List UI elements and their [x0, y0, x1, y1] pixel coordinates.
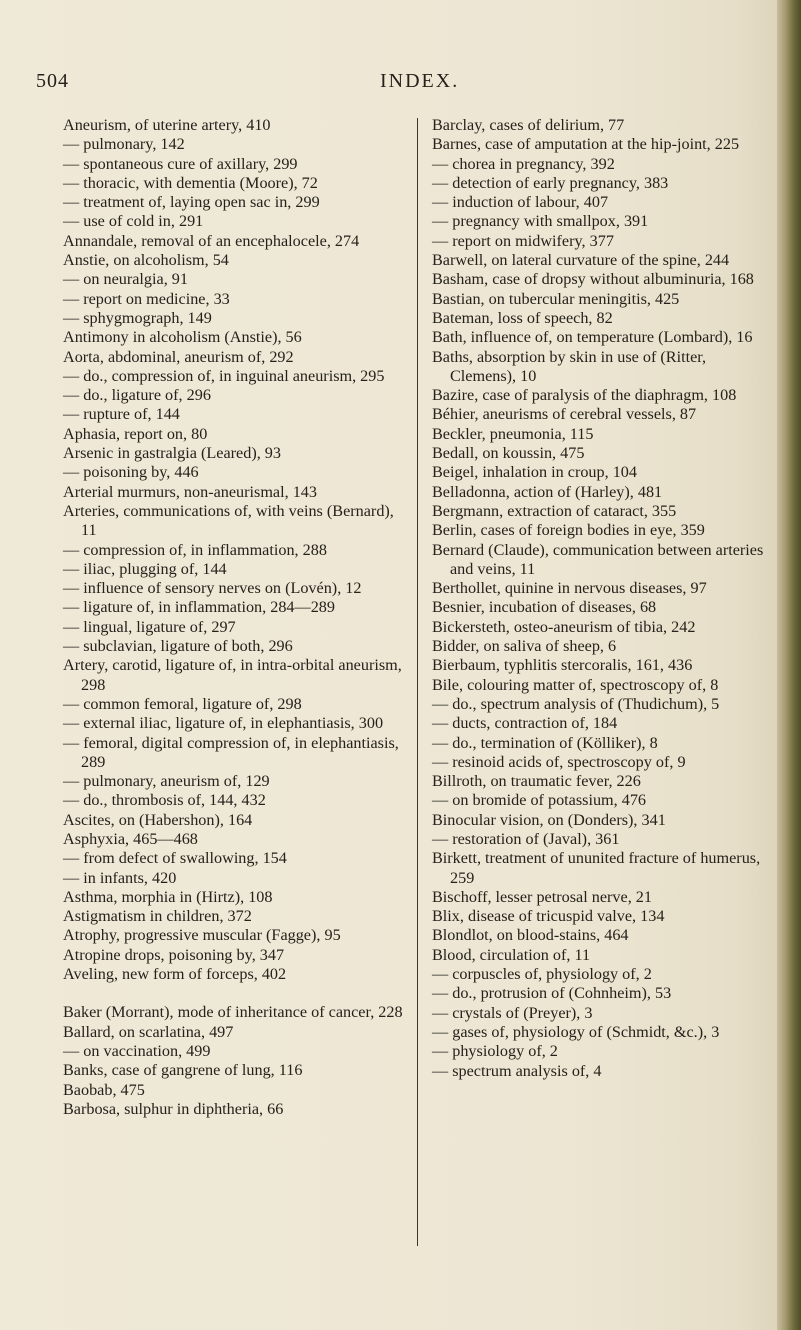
index-entry: — do., compression of, in inguinal aneurism, 295	[63, 366, 385, 385]
index-entry: — treatment of, laying open sac in, 299	[63, 193, 320, 212]
index-entry: Bazire, case of paralysis of the diaphragm, 108	[432, 386, 737, 405]
index-entry: — spontaneous cure of axillary, 299	[63, 154, 298, 173]
index-entry: — ducts, contraction of, 184	[432, 714, 618, 733]
index-entry: Ascites, on (Habershon), 164	[63, 810, 253, 829]
index-entry: — induction of labour, 407	[432, 193, 609, 212]
page-number: 504	[36, 70, 69, 92]
page-edge-binding	[777, 0, 801, 1330]
index-entry: Barbosa, sulphur in diphtheria, 66	[63, 1099, 284, 1118]
index-entry: Baker (Morrant), mode of inheritance of cancer, 228	[63, 1003, 403, 1022]
index-entry: — rupture of, 144	[63, 405, 180, 424]
index-entry: Atropine drops, poisoning by, 347	[63, 945, 285, 964]
index-entry: Billroth, on traumatic fever, 226	[432, 772, 641, 791]
index-entry: Berthollet, quinine in nervous diseases, 97	[432, 579, 707, 598]
index-entry: — use of cold in, 291	[63, 212, 204, 231]
index-entry: Bateman, loss of speech, 82	[432, 308, 613, 327]
index-entry: — do., termination of (Kölliker), 8	[432, 733, 658, 752]
index-entry: — pulmonary, 142	[63, 135, 185, 154]
index-entry: Bischoff, lesser petrosal nerve, 21	[432, 887, 652, 906]
index-entry: — physiology of, 2	[432, 1042, 558, 1061]
index-entry: — crystals of (Preyer), 3	[432, 1003, 593, 1022]
index-entry: — sphygmograph, 149	[63, 308, 212, 327]
section-gap	[63, 984, 407, 1003]
index-entry: — do., protrusion of (Cohnheim), 53	[432, 984, 672, 1003]
index-entry: Binocular vision, on (Donders), 341	[432, 810, 666, 829]
index-entry: — ligature of, in inflammation, 284—289	[63, 598, 335, 617]
index-entry: — femoral, digital compression of, in elephantiasis, 289	[63, 733, 399, 771]
index-entry: Barwell, on lateral curvature of the spine, 244	[432, 251, 730, 270]
index-entry: — common femoral, ligature of, 298	[63, 694, 302, 713]
index-entry: — gases of, physiology of (Schmidt, &c.), 3	[432, 1022, 720, 1041]
index-entry: Arteries, communications of, with veins (Bernard), 11	[63, 501, 394, 540]
index-entry: — chorea in pregnancy, 392	[432, 154, 615, 173]
index-entry: Aneurism, of uterine artery, 410	[63, 116, 271, 134]
index-entry: — in infants, 420	[63, 868, 177, 887]
index-entry: Beigel, inhalation in croup, 104	[432, 463, 637, 482]
index-entry: Aorta, abdominal, aneurism of, 292	[63, 347, 294, 366]
index-entry: — on vaccination, 499	[63, 1041, 211, 1060]
index-entry: — pregnancy with smallpox, 391	[432, 212, 649, 231]
index-entry: — subclavian, ligature of both, 296	[63, 637, 293, 656]
index-entry: Basham, case of dropsy without albuminuria, 168	[432, 270, 754, 289]
index-entry: Bergmann, extraction of cataract, 355	[432, 501, 677, 520]
index-entry: Antimony in alcoholism (Anstie), 56	[63, 328, 302, 347]
index-entry: Berlin, cases of foreign bodies in eye, 359	[432, 521, 705, 540]
index-entry: Aphasia, report on, 80	[63, 424, 208, 443]
index-entry: Baths, absorption by skin in use of (Ritter, Clemens), 10	[432, 347, 707, 385]
index-entry: — report on midwifery, 377	[432, 231, 614, 250]
index-entry: Bastian, on tubercular meningitis, 425	[432, 289, 680, 308]
index-entry: Besnier, incubation of diseases, 68	[432, 598, 657, 617]
index-entry: Bidder, on saliva of sheep, 6	[432, 637, 617, 656]
index-column-left	[63, 116, 407, 1119]
index-entry: — pulmonary, aneurism of, 129	[63, 772, 270, 791]
index-entry: — on neuralgia, 91	[63, 270, 188, 289]
index-entry: Blondlot, on blood-stains, 464	[432, 926, 629, 945]
index-entry: Bile, colouring matter of, spectroscopy of, 8	[432, 675, 719, 694]
index-entry: Ballard, on scarlatina, 497	[63, 1022, 234, 1041]
index-entry: Barnes, case of amputation at the hip-joint, 225	[432, 135, 740, 154]
index-entry: Bath, influence of, on temperature (Lombard), 16	[432, 328, 753, 347]
index-entry: — do., ligature of, 296	[63, 386, 211, 405]
index-entry: Baobab, 475	[63, 1080, 145, 1099]
index-entry: — thoracic, with dementia (Moore), 72	[63, 173, 318, 192]
index-entry: Béhier, aneurisms of cerebral vessels, 87	[432, 405, 697, 424]
index-entry: — iliac, plugging of, 144	[63, 559, 227, 578]
index-entry: Anstie, on alcoholism, 54	[63, 251, 229, 270]
index-entry: Aveling, new form of forceps, 402	[63, 965, 287, 984]
index-entry: Arterial murmurs, non-aneurismal, 143	[63, 482, 317, 501]
index-entry: Arsenic in gastralgia (Leared), 93	[63, 444, 281, 463]
index-entry: Banks, case of gangrene of lung, 116	[63, 1061, 303, 1080]
index-entry: Beckler, pneumonia, 115	[432, 424, 594, 443]
index-entry: — resinoid acids of, spectroscopy of, 9	[432, 752, 686, 771]
index-entry: Asthma, morphia in (Hirtz), 108	[63, 887, 273, 906]
index-entry: — influence of sensory nerves on (Lovén), 12	[63, 579, 362, 598]
index-entry: — report on medicine, 33	[63, 289, 230, 308]
index-entry: Bernard (Claude), communication between arteries and veins, 11	[432, 540, 764, 578]
index-entry: Blood, circulation of, 11	[432, 945, 591, 964]
index-entry: Artery, carotid, ligature of, in intra-orbital aneurism, 298	[63, 656, 402, 694]
index-entry: Blix, disease of tricuspid valve, 134	[432, 907, 665, 926]
index-entry: — corpuscles of, physiology of, 2	[432, 965, 652, 984]
page-header	[0, 70, 801, 98]
index-entry: Astigmatism in children, 372	[63, 907, 252, 926]
index-entry: — external iliac, ligature of, in elephantiasis, 300	[63, 714, 384, 733]
column-divider	[417, 118, 418, 1246]
running-head: INDEX.	[380, 70, 460, 92]
index-entry: Bickersteth, osteo-aneurism of tibia, 242	[432, 617, 696, 636]
index-entry: — restoration of (Javal), 361	[432, 829, 620, 848]
index-entry: — do., spectrum analysis of (Thudichum), 5	[432, 694, 720, 713]
index-entry: — poisoning by, 446	[63, 463, 199, 482]
index-entry: Bierbaum, typhlitis stercoralis, 161, 436	[432, 656, 693, 675]
index-entry: Bedall, on koussin, 475	[432, 444, 585, 463]
index-entry: — from defect of swallowing, 154	[63, 849, 287, 868]
index-entry: Atrophy, progressive muscular (Fagge), 95	[63, 926, 341, 945]
index-entry: Annandale, removal of an encephalocele, 274	[63, 231, 360, 250]
index-entry: — do., thrombosis of, 144, 432	[63, 791, 266, 810]
index-entry: Barclay, cases of delirium, 77	[432, 116, 625, 134]
index-entry: — on bromide of potassium, 476	[432, 791, 647, 810]
index-column-right	[432, 116, 772, 1081]
index-entry: — detection of early pregnancy, 383	[432, 173, 669, 192]
index-entry: Asphyxia, 465—468	[63, 829, 198, 848]
index-entry: — lingual, ligature of, 297	[63, 617, 236, 636]
index-entry: Birkett, treatment of ununited fracture of humerus, 259	[432, 849, 761, 887]
index-entry: — spectrum analysis of, 4	[432, 1061, 602, 1080]
index-entry: Belladonna, action of (Harley), 481	[432, 482, 663, 501]
index-entry: — compression of, in inflammation, 288	[63, 540, 327, 559]
